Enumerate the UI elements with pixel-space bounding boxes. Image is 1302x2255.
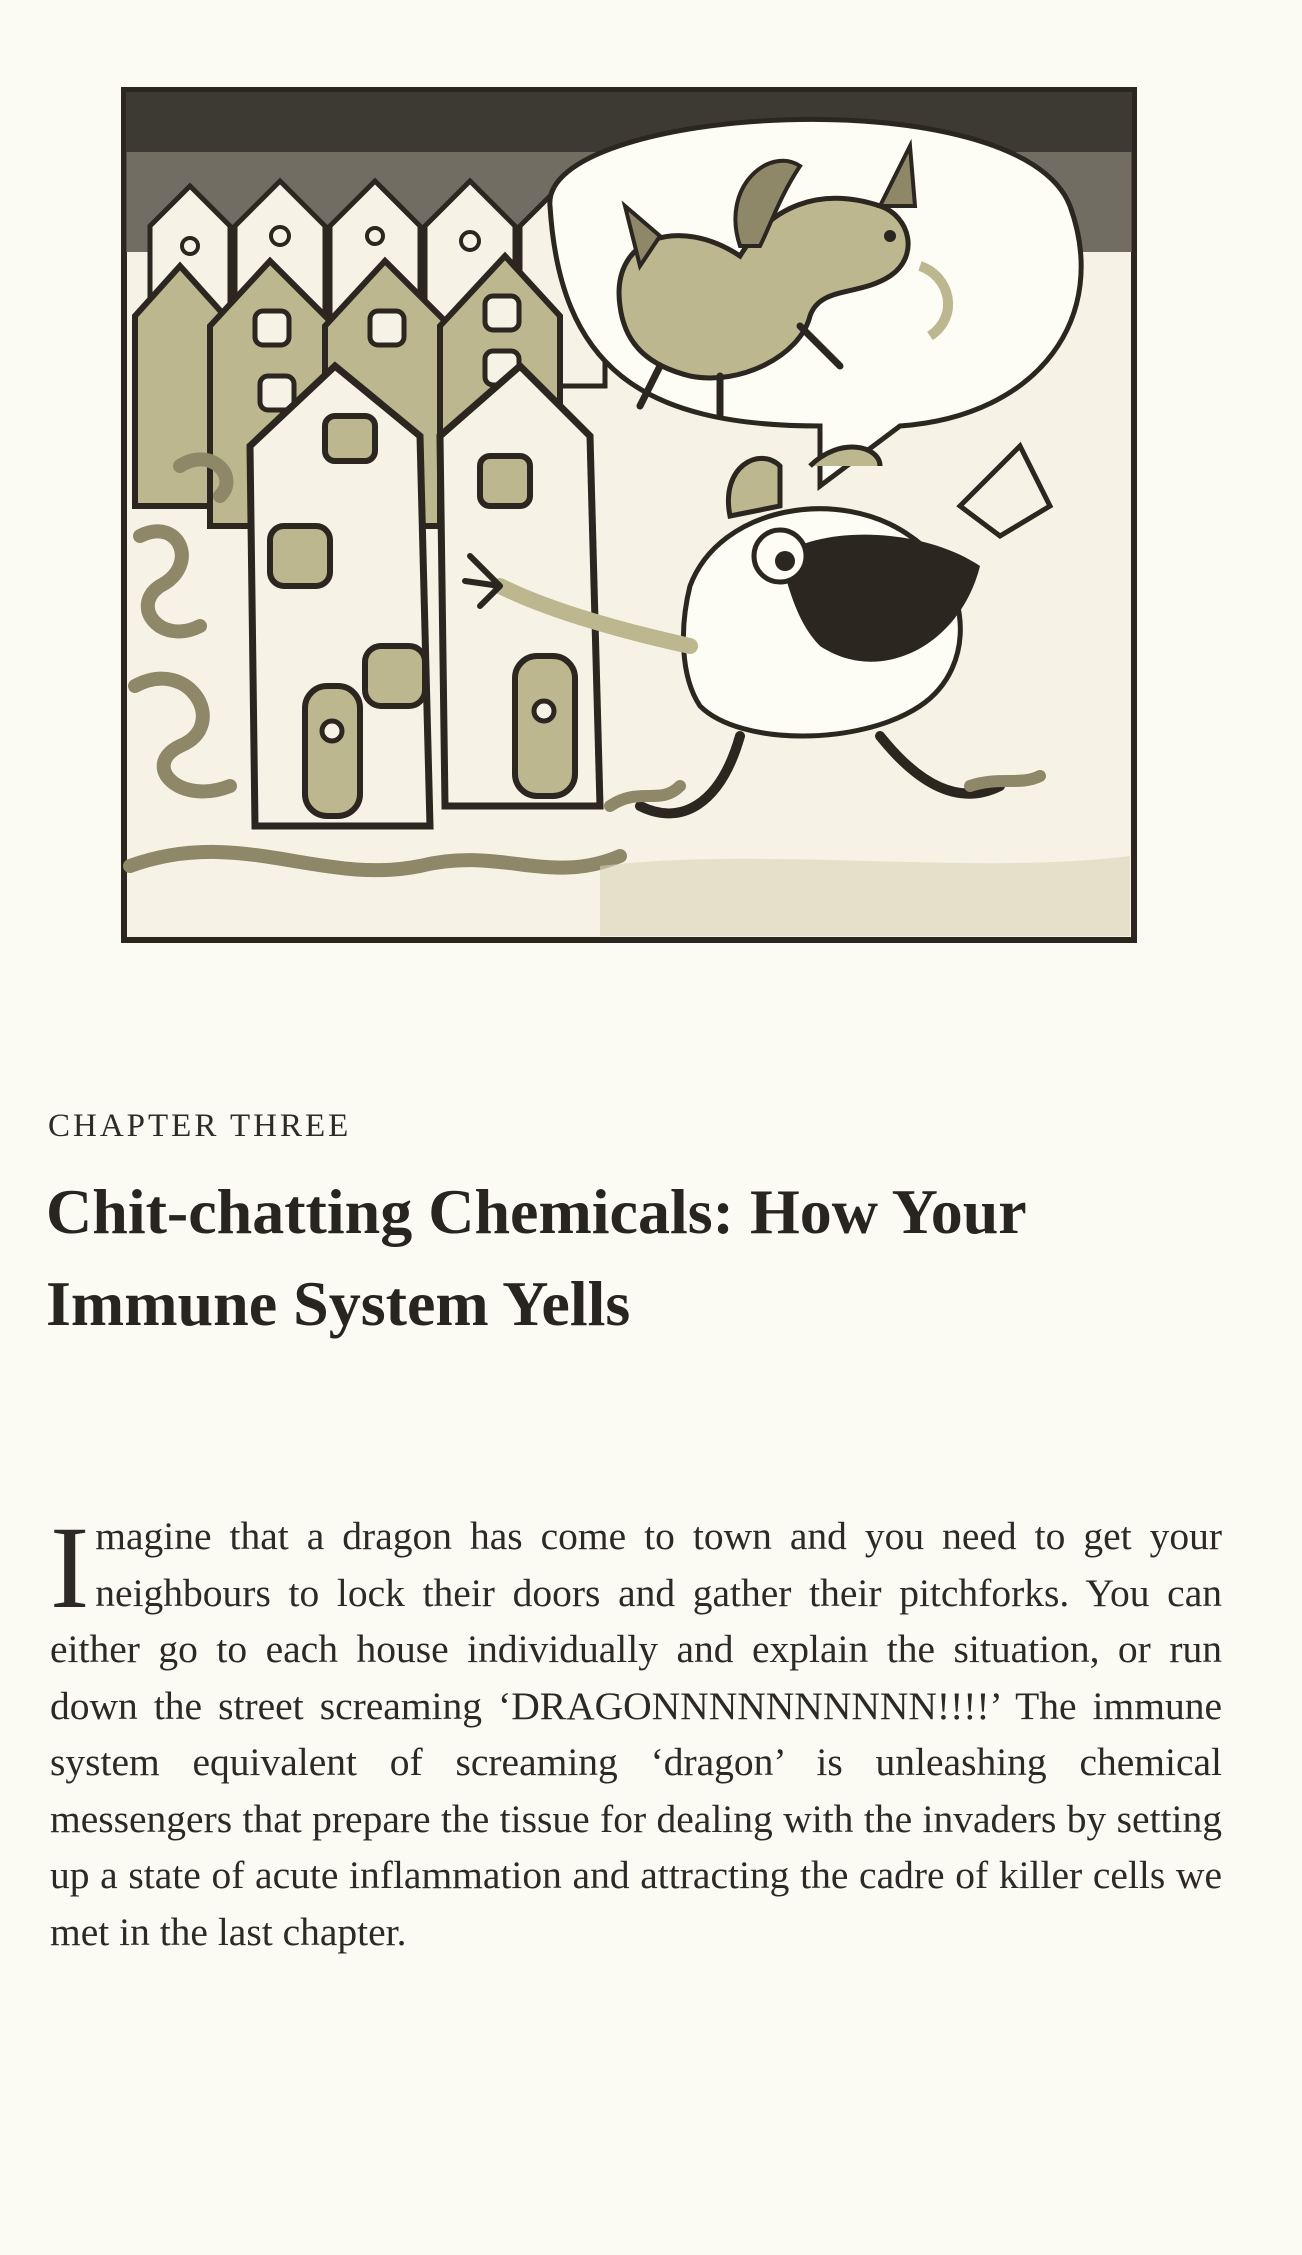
drop-cap: I bbox=[50, 1502, 90, 1633]
chapter-illustration bbox=[120, 86, 1138, 944]
body-paragraph-text: magine that a dragon has come to town and you need to get your neighbours to lock their doors and gather their pitchforks. You can either go to each house individually and explain the situation, or run down the street screaming ‘DRAGONNNNNNNNNN!!!!’ The immune system equivalent of screaming ‘dragon’ is unleashing chemical messengers that prepare the tissue for dealing with the invaders by setting up a state of acute inflammation and attracting the cadre of killer cells we met in the last chapter. bbox=[50, 1514, 1222, 1954]
chapter-title: Chit-chatting Chemicals: How Your Immune System Yells bbox=[46, 1176, 1026, 1339]
chapter-label: CHAPTER THREE bbox=[48, 1108, 352, 1144]
body-paragraph bbox=[50, 1502, 1222, 1960]
